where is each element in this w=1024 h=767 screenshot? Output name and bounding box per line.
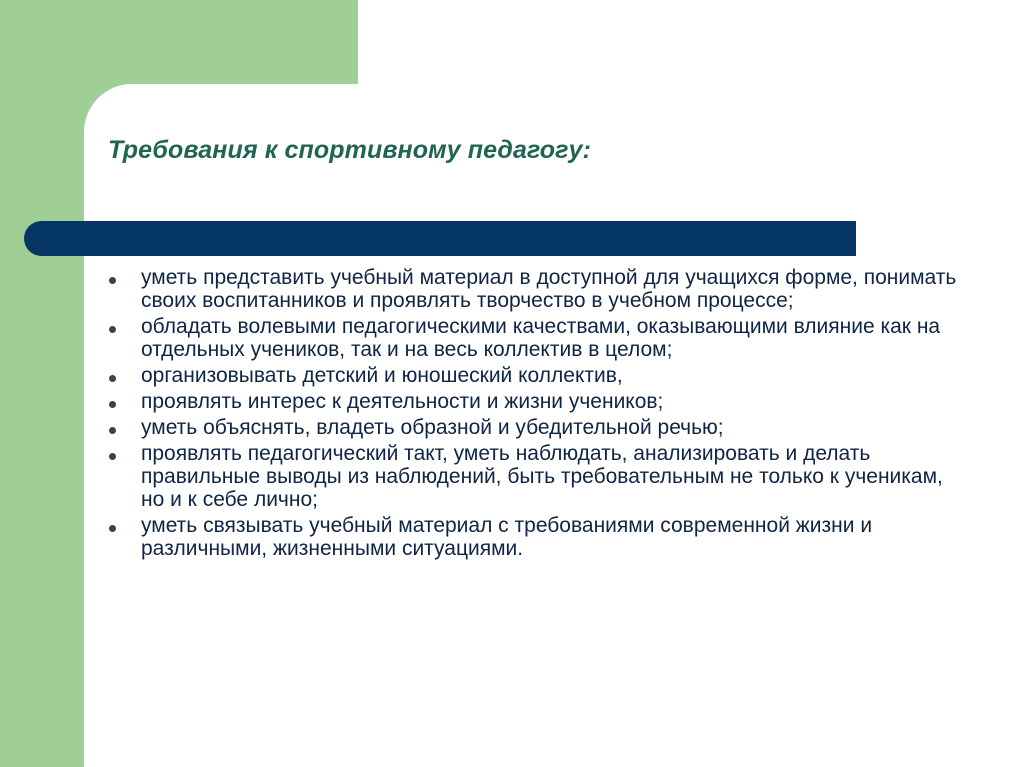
list-item	[104, 514, 964, 563]
bullet-dot-icon	[109, 427, 116, 434]
list-item	[104, 442, 964, 514]
list-item-text: уметь объяснять, владеть образной и убедительной речью;	[141, 416, 724, 439]
list-item	[104, 315, 964, 364]
requirements-list	[104, 266, 964, 563]
list-item-text: организовывать детский и юношеский коллектив,	[141, 364, 623, 387]
list-item-text: уметь связывать учебный материал с требованиями современной жизни и различными, жизненными ситуациями.	[141, 514, 873, 560]
bullet-dot-icon	[109, 401, 116, 408]
bullet-dot-icon	[109, 375, 116, 382]
bullet-dot-icon	[109, 525, 116, 532]
list-item-text: проявлять интерес к деятельности и жизни учеников;	[141, 390, 664, 413]
bullet-dot-icon	[109, 277, 116, 284]
list-item	[104, 390, 964, 416]
list-item	[104, 364, 964, 390]
bullet-dot-icon	[109, 453, 116, 460]
list-item-text: проявлять педагогический такт, уметь наблюдать, анализировать и делать правильные выводы из наблюдений, быть требовательным не только к ученикам, но и к себе лично;	[141, 442, 943, 511]
bullet-dot-icon	[109, 326, 116, 333]
list-item	[104, 416, 964, 442]
list-item-text: обладать волевыми педагогическими качествами, оказывающими влияние как на отдельных учеников, так и на весь коллектив в целом;	[141, 315, 941, 361]
list-item-text: уметь представить учебный материал в доступной для учащихся форме, понимать своих воспитанников и проявлять творчество в учебном процессе;	[141, 266, 957, 312]
title-divider-bar	[24, 221, 856, 256]
list-item	[104, 266, 964, 315]
slide-title: Требования к спортивному педагогу:	[108, 136, 592, 164]
